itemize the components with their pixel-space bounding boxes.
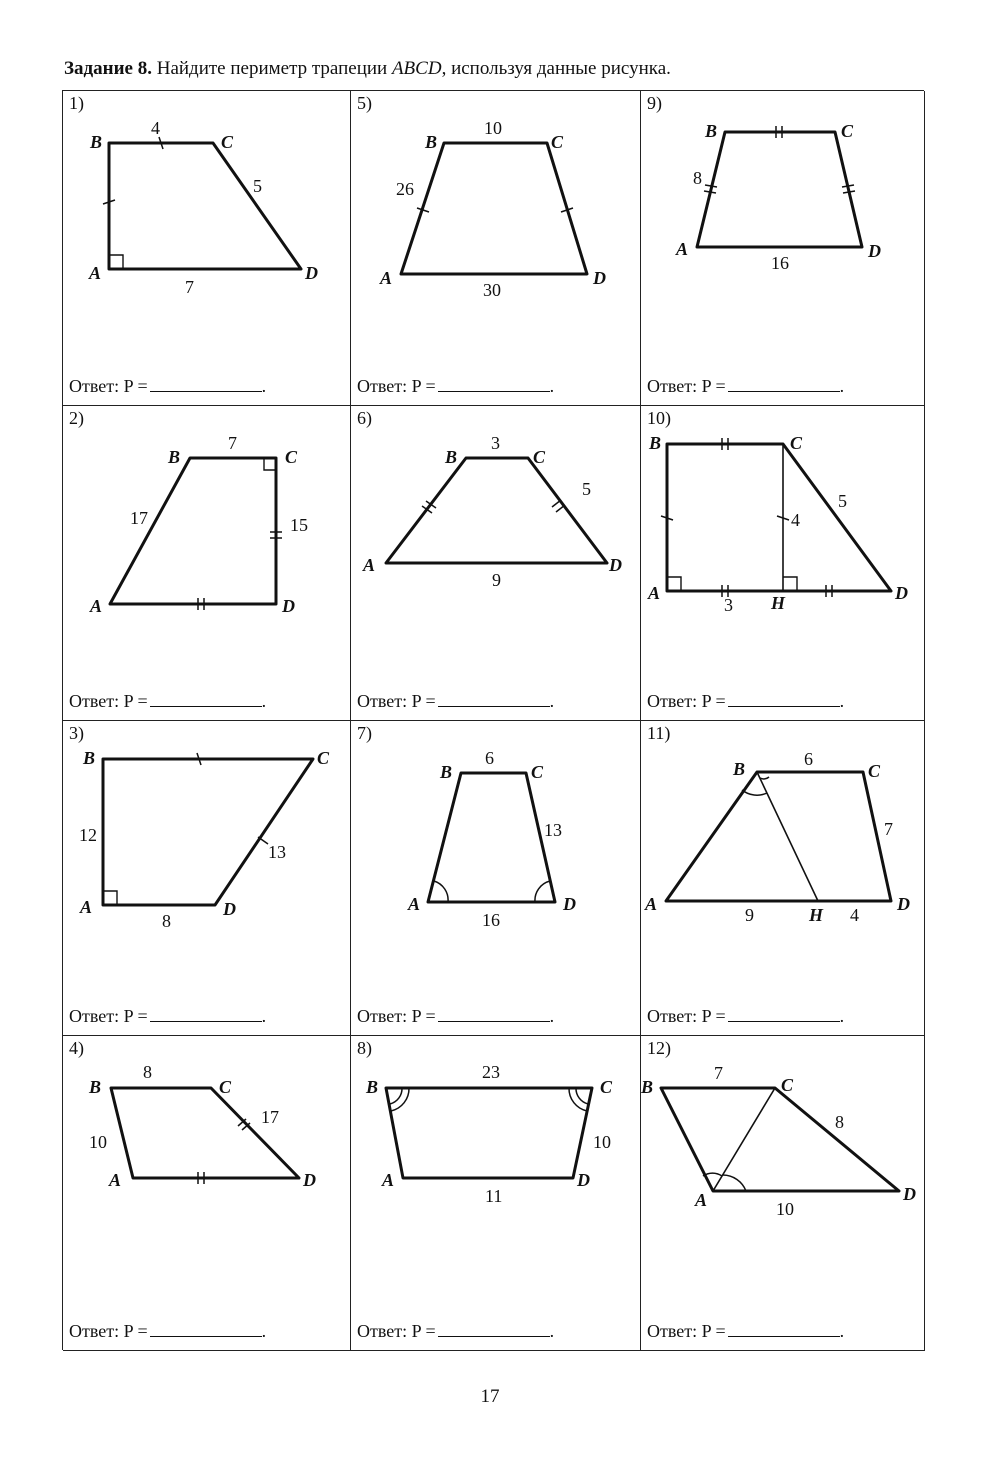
problem-number: 9) (647, 93, 662, 113)
trapezoid-shape (386, 458, 607, 563)
answer-suffix: . (549, 376, 555, 396)
trapezoid-figure (641, 91, 925, 361)
point-label: D (897, 894, 910, 914)
problem-number: 4) (69, 1038, 84, 1058)
point-label: C (533, 447, 546, 467)
answer-line (647, 691, 844, 712)
problem-number: 10) (647, 408, 671, 428)
point-label: H (771, 593, 786, 613)
length-label: 23 (482, 1062, 500, 1082)
point-label: D (868, 241, 881, 261)
point-label: C (531, 762, 544, 782)
point-label: D (903, 1184, 916, 1204)
task-trapezoid-name: ABCD (391, 58, 442, 79)
length-label: 9 (492, 570, 501, 590)
point-label: B (641, 1077, 654, 1097)
angle-arc (535, 881, 550, 902)
answer-suffix: . (261, 1006, 267, 1026)
angle-arc (391, 1088, 409, 1111)
answer-label: Ответ: P = (357, 1006, 436, 1026)
point-label: D (895, 583, 908, 603)
problem-cell (641, 91, 925, 406)
trapezoid-shape (111, 1088, 299, 1178)
answer-label: Ответ: P = (647, 1006, 726, 1026)
length-label: 16 (482, 910, 500, 930)
answer-blank[interactable] (728, 377, 840, 392)
answer-suffix: . (839, 1321, 845, 1341)
length-label: 6 (804, 749, 813, 769)
point-label: D (563, 894, 576, 914)
length-label: 17 (130, 508, 148, 528)
answer-line (357, 691, 554, 712)
answer-blank[interactable] (150, 692, 262, 707)
answer-suffix: . (549, 691, 555, 711)
point-label: D (305, 263, 318, 283)
point-label: A (90, 596, 103, 616)
trapezoid-figure (63, 406, 351, 676)
point-label: B (366, 1077, 379, 1097)
problem-number: 11) (647, 723, 671, 743)
point-label: C (781, 1075, 794, 1095)
right-angle-mark (109, 255, 123, 269)
problem-number: 2) (69, 408, 84, 428)
answer-line (69, 376, 266, 397)
problem-number: 6) (357, 408, 372, 428)
problem-number: 7) (357, 723, 372, 743)
length-label: 7 (185, 277, 194, 297)
answer-blank[interactable] (438, 1007, 550, 1022)
answer-line (69, 691, 266, 712)
answer-label: Ответ: P = (69, 1321, 148, 1341)
point-label: C (221, 132, 234, 152)
length-label: 3 (724, 595, 733, 615)
length-label: 13 (544, 820, 562, 840)
length-label: 10 (89, 1132, 107, 1152)
right-angle-mark (783, 577, 797, 591)
answer-label: Ответ: P = (357, 691, 436, 711)
point-label: D (593, 268, 606, 288)
answer-line (647, 1321, 844, 1342)
point-label: A (676, 239, 689, 259)
answer-suffix: . (839, 376, 845, 396)
length-label: 26 (396, 179, 414, 199)
length-label: 8 (143, 1062, 152, 1082)
length-label: 17 (261, 1107, 279, 1127)
length-label: 4 (791, 510, 800, 530)
angle-arc (576, 1088, 588, 1104)
tick-mark (705, 185, 717, 187)
point-label: C (551, 132, 564, 152)
answer-suffix: . (261, 691, 267, 711)
point-label: B (440, 762, 453, 782)
length-label: 10 (776, 1199, 794, 1219)
trapezoid-figure (63, 1036, 351, 1306)
trapezoid-shape (386, 1088, 592, 1178)
answer-blank[interactable] (150, 1322, 262, 1337)
answer-label: Ответ: P = (69, 1006, 148, 1026)
length-label: 13 (268, 842, 286, 862)
trapezoid-shape (697, 132, 862, 247)
answer-label: Ответ: P = (647, 376, 726, 396)
point-label: B (89, 1077, 102, 1097)
tick-mark (552, 500, 561, 507)
segment-bh (757, 772, 818, 901)
point-label: D (303, 1170, 316, 1190)
point-label: C (841, 121, 854, 141)
problem-cell (351, 1036, 641, 1351)
trapezoid-figure (63, 721, 351, 991)
trapezoid-shape (428, 773, 555, 902)
point-label: A (109, 1170, 122, 1190)
length-label: 10 (593, 1132, 611, 1152)
answer-label: Ответ: P = (69, 376, 148, 396)
length-label: 8 (835, 1112, 844, 1132)
answer-suffix: . (261, 376, 267, 396)
right-angle-mark (103, 891, 117, 905)
point-label: D (609, 555, 622, 575)
point-label: C (285, 447, 298, 467)
point-label: H (809, 905, 824, 925)
task-title (64, 58, 671, 80)
problem-number: 5) (357, 93, 372, 113)
trapezoid-shape (401, 143, 587, 274)
trapezoid-shape (661, 1088, 899, 1191)
length-label: 3 (491, 433, 500, 453)
problem-cell (351, 91, 641, 406)
answer-line (357, 376, 554, 397)
answer-line (69, 1006, 266, 1027)
point-label: C (790, 433, 803, 453)
trapezoid-figure (351, 721, 641, 991)
problem-cell (641, 406, 925, 721)
angle-arc (760, 777, 769, 779)
length-label: 7 (884, 819, 893, 839)
point-label: A (89, 263, 102, 283)
trapezoid-shape (667, 444, 891, 591)
trapezoid-figure (351, 406, 641, 676)
point-label: B (425, 132, 438, 152)
problem-number: 8) (357, 1038, 372, 1058)
problem-cell (63, 406, 351, 721)
point-label: A (648, 583, 661, 603)
answer-suffix: . (549, 1006, 555, 1026)
point-label: B (705, 121, 718, 141)
problem-cell (63, 1036, 351, 1351)
angle-arc (434, 881, 448, 902)
point-label: B (445, 447, 458, 467)
answer-suffix: . (839, 1006, 845, 1026)
length-label: 5 (253, 176, 262, 196)
task-text-end: , используя данные рисунка. (441, 58, 671, 79)
length-label: 12 (79, 825, 97, 845)
answer-blank[interactable] (438, 692, 550, 707)
point-label: B (90, 132, 103, 152)
length-label: 4 (850, 905, 859, 925)
point-label: D (282, 596, 295, 616)
point-label: A (645, 894, 658, 914)
answer-suffix: . (839, 691, 845, 711)
length-label: 6 (485, 748, 494, 768)
point-label: A (382, 1170, 395, 1190)
point-label: D (223, 899, 236, 919)
point-label: A (408, 894, 421, 914)
length-label: 7 (228, 433, 237, 453)
trapezoid-figure (63, 91, 351, 361)
angle-arc (569, 1088, 587, 1111)
problem-cell (641, 1036, 925, 1351)
point-label: D (577, 1170, 590, 1190)
length-label: 30 (483, 280, 501, 300)
point-label: B (649, 433, 662, 453)
problem-cell (351, 721, 641, 1036)
trapezoid-shape (666, 772, 891, 901)
point-label: C (219, 1077, 232, 1097)
point-label: A (695, 1190, 708, 1210)
length-label: 11 (485, 1186, 503, 1206)
problem-cell (641, 721, 925, 1036)
trapezoid-shape (103, 759, 313, 905)
point-label: A (380, 268, 393, 288)
point-label: C (868, 761, 881, 781)
problem-number: 12) (647, 1038, 671, 1058)
task-text: Найдите периметр трапеции (151, 58, 392, 79)
answer-line (357, 1321, 554, 1342)
point-label: C (600, 1077, 613, 1097)
answer-blank[interactable] (150, 377, 262, 392)
length-label: 9 (745, 905, 754, 925)
tick-mark (842, 185, 854, 187)
angle-arc (742, 790, 767, 795)
answer-blank[interactable] (728, 692, 840, 707)
problem-cell (63, 721, 351, 1036)
task-label: Задание 8. (64, 58, 152, 79)
tick-mark (556, 505, 565, 512)
answer-label: Ответ: P = (357, 376, 436, 396)
length-label: 16 (771, 253, 789, 273)
page-number: 17 (480, 1386, 500, 1407)
answer-blank[interactable] (728, 1322, 840, 1337)
point-label: B (83, 748, 96, 768)
tick-mark (843, 191, 855, 193)
length-label: 5 (582, 479, 591, 499)
point-label: A (80, 897, 93, 917)
answer-blank[interactable] (438, 377, 550, 392)
trapezoid-figure (641, 406, 925, 676)
length-label: 4 (151, 118, 160, 138)
tick-mark (704, 191, 716, 193)
length-label: 10 (484, 118, 502, 138)
length-label: 8 (693, 168, 702, 188)
answer-label: Ответ: P = (647, 1321, 726, 1341)
trapezoid-shape (110, 458, 276, 604)
problem-number: 1) (69, 93, 84, 113)
answer-blank[interactable] (728, 1007, 840, 1022)
length-label: 7 (714, 1063, 723, 1083)
trapezoid-figure (641, 721, 925, 991)
problem-number: 3) (69, 723, 84, 743)
problems-grid (62, 90, 924, 1350)
angle-arc (390, 1088, 402, 1104)
answer-line (69, 1321, 266, 1342)
answer-blank[interactable] (150, 1007, 262, 1022)
problem-cell (63, 91, 351, 406)
angle-arc (723, 1175, 746, 1191)
length-label: 5 (838, 491, 847, 511)
answer-label: Ответ: P = (69, 691, 148, 711)
answer-blank[interactable] (438, 1322, 550, 1337)
answer-label: Ответ: P = (357, 1321, 436, 1341)
problem-cell (351, 406, 641, 721)
length-label: 15 (290, 515, 308, 535)
length-label: 8 (162, 911, 171, 931)
trapezoid-figure (641, 1036, 925, 1306)
point-label: B (168, 447, 181, 467)
trapezoid-shape (109, 143, 301, 269)
answer-suffix: . (549, 1321, 555, 1341)
right-angle-mark (667, 577, 681, 591)
answer-line (647, 376, 844, 397)
answer-label: Ответ: P = (647, 691, 726, 711)
answer-suffix: . (261, 1321, 267, 1341)
answer-line (357, 1006, 554, 1027)
trapezoid-figure (351, 91, 641, 361)
answer-line (647, 1006, 844, 1027)
trapezoid-figure (351, 1036, 641, 1306)
point-label: A (363, 555, 376, 575)
point-label: B (733, 759, 746, 779)
point-label: C (317, 748, 330, 768)
right-angle-mark (264, 458, 276, 470)
